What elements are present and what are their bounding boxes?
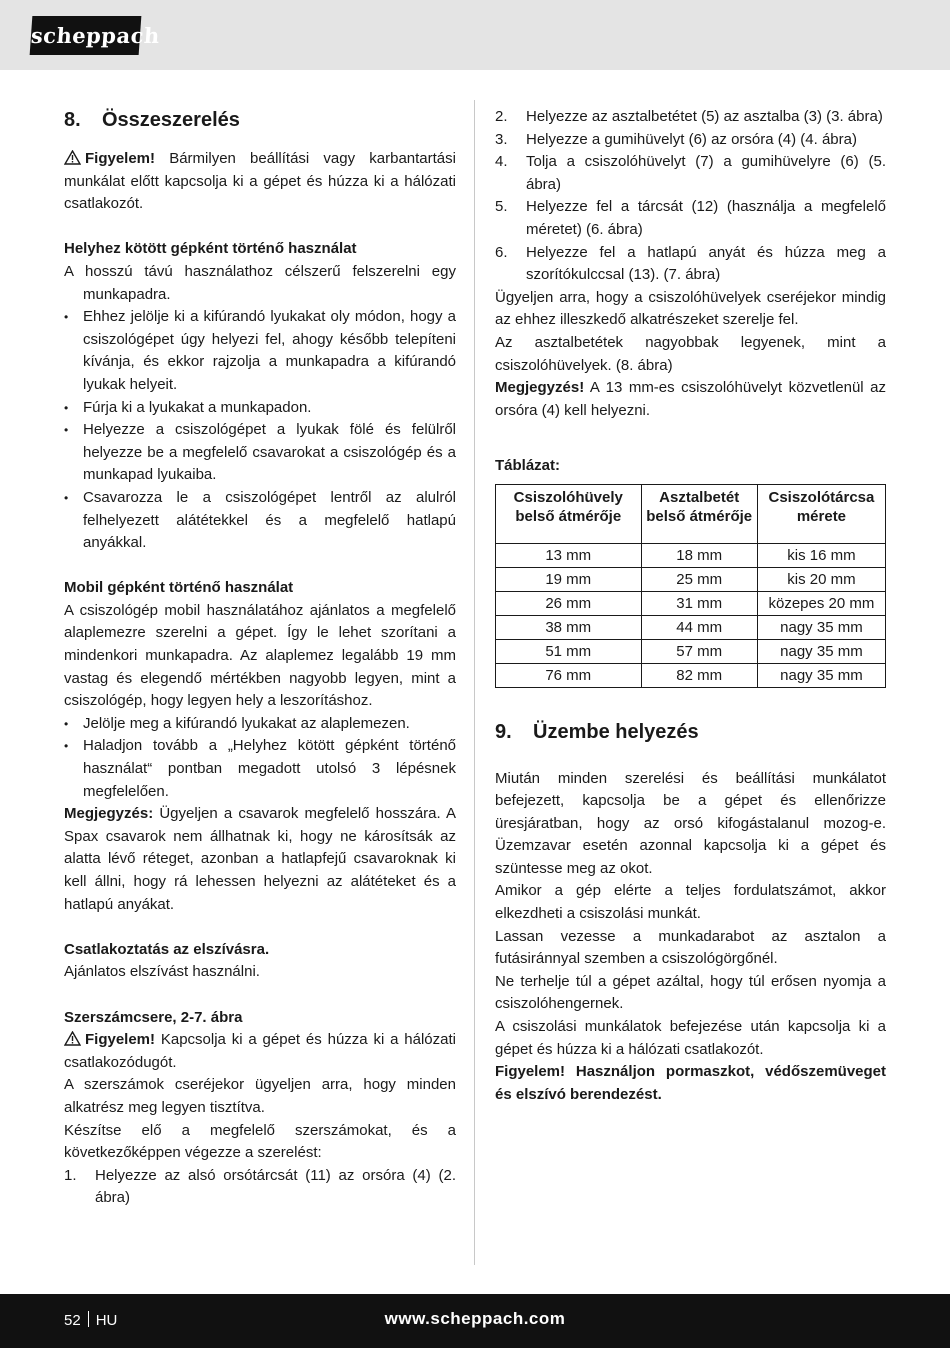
list-item: • Fúrja ki a lyukakat a munkapadon. — [64, 397, 456, 420]
list-item: • Helyezze a csiszológépet a lyukak fölé és felülről helyezze be a megfelelő csavarokat a csiszológép és a munkapad lyukaiba. — [64, 419, 456, 487]
section-9-heading: 9. Üzembe helyezés — [495, 720, 699, 743]
table-cell: nagy 35 mm — [757, 615, 885, 639]
left-column — [64, 106, 456, 1210]
table-cell: kis 20 mm — [757, 567, 885, 591]
table-cell: 25 mm — [641, 567, 757, 591]
steps-list-left — [64, 1165, 456, 1210]
table-header-cell: Asztalbetét belső átmérője — [641, 484, 757, 543]
startup-paragraph-2: Amikor a gép elérte a teljes fordulatszámot, akkor elkezdheti a csiszolási munkát. — [495, 882, 886, 923]
footer-bar — [0, 1294, 950, 1348]
size-table — [495, 484, 886, 688]
after-paragraph-2: Az asztalbetétek nagyobbak legyenek, mint a csiszolóhüvelyek. (8. ábra) — [495, 333, 886, 374]
table-header-cell: Csiszolóhüvely belső átmérője — [496, 484, 642, 543]
table-cell: nagy 35 mm — [757, 639, 885, 663]
header-bar — [0, 0, 950, 70]
mobile-use-text: A csiszológép mobil használatához ajánlatos a megfelelő alaplemezre szerelni a gépet. Így le lehet szorítani a mindenkori munkapadra. Az alaplemez legalább 19 mm vastag és elegendő mértékben nagyobb legyen, mint a csiszológép, hogy legyen hely a leszorításhoz. — [64, 601, 456, 710]
column-divider — [474, 100, 475, 1265]
after-note: Megjegyzés! A 13 mm-es csiszolóhüvelyt közvetlenül az orsóra (4) kell helyezni. — [495, 379, 886, 419]
scheppach-logo: scheppach — [30, 16, 142, 55]
table-header-cell: Csiszolótárcsa mérete — [757, 484, 885, 543]
list-item: • Ehhez jelölje ki a kifúrandó lyukakat oly módon, hogy a csiszológépet úgy helyezi fel, ahogy később telepíteni kívánja, és ekkor rajzolja a munkapadra a kifúrandó lyukak helyeit. — [64, 306, 456, 396]
table-cell: kis 16 mm — [757, 543, 885, 567]
startup-paragraph-3: Lassan vezesse a munkadarabot az asztalon a futásiránnyal szemben a csiszológörgőnél. — [495, 927, 886, 968]
tool-change-heading: Szerszámcsere, 2-7. ábra — [64, 1008, 243, 1026]
tool-warning-paragraph: Figyelem! Kapcsolja ki a gépet és húzza ki a hálózati csatlakozódugót. — [64, 1031, 456, 1071]
list-item: • Csavarozza le a csiszológépet lentről az alulról felhelyezett alátétekkel és a megfelelő hatlapú anyákkal. — [64, 487, 456, 555]
table-cell: 19 mm — [496, 567, 642, 591]
right-column — [495, 106, 886, 1106]
table-cell: 51 mm — [496, 639, 642, 663]
table-row — [496, 567, 886, 591]
after-paragraph-1: Ügyeljen arra, hogy a csiszolóhüvelyek cseréjekor mindig az ehhez illeszkedő alkatrészeket szerelje fel. — [495, 288, 886, 329]
steps-list-right — [495, 106, 886, 287]
table-header-row — [496, 484, 886, 543]
fixed-use-list — [64, 306, 456, 555]
table-cell: 26 mm — [496, 591, 642, 615]
table-cell: 44 mm — [641, 615, 757, 639]
list-item: 3. Helyezze a gumihüvelyt (6) az orsóra (4) (4. ábra) — [495, 130, 857, 148]
list-item: 6. Helyezze fel a hatlapú anyát és húzza meg a szorítókulccsal (13). (7. ábra) — [495, 243, 886, 284]
list-item: • Jelölje meg a kifúrandó lyukakat az alaplemezen. — [64, 713, 456, 736]
table-row — [496, 543, 886, 567]
website-url: www.scheppach.com — [384, 1309, 566, 1328]
tool-paragraph-1: A szerszámok cseréjekor ügyeljen arra, hogy minden alkatrész meg legyen tisztítva. — [64, 1076, 456, 1116]
table-cell: 38 mm — [496, 615, 642, 639]
table-row — [496, 663, 886, 687]
table-cell: 76 mm — [496, 663, 642, 687]
list-item: • Haladjon tovább a „Helyhez kötött gépként történő használat“ pontban megadott utolsó 3 lépésnek megfelelően. — [64, 735, 456, 803]
table-cell: közepes 20 mm — [757, 591, 885, 615]
mobile-use-heading: Mobil gépként történő használat — [64, 579, 294, 597]
startup-warning: Figyelem! Használjon pormaszkot, védőszemüveget és elszívó berendezést. — [495, 1063, 886, 1103]
table-row — [496, 615, 886, 639]
section-8-heading: 8. Összeszerelés — [64, 109, 240, 131]
mobile-use-list — [64, 713, 456, 803]
table-row — [496, 591, 886, 615]
warning-triangle-icon — [64, 1031, 81, 1046]
table-cell: 57 mm — [641, 639, 757, 663]
list-item: 5. Helyezze fel a tárcsát (12) (használja a megfelelő méretet) (6. ábra) — [495, 198, 886, 238]
page-number: 52 HU — [64, 1312, 118, 1329]
warning-paragraph: Figyelem! Bármilyen beállítási vagy karbantartási munkálat előtt kapcsolja ki a gépet és húzza ki a hálózati csatlakozót. — [64, 150, 456, 213]
table-cell: nagy 35 mm — [757, 663, 885, 687]
startup-paragraph-5: A csiszolási munkálatok befejezése után kapcsolja ki a gépet és húzza ki a hálózati csatlakozót. — [495, 1018, 886, 1058]
table-row — [496, 639, 886, 663]
tool-paragraph-2: Készítse elő a megfelelő szerszámokat, és a következőképpen végezze a szerelést: — [64, 1121, 456, 1162]
extraction-text: Ajánlatos elszívást használni. — [64, 963, 260, 981]
startup-paragraph-1: Miután minden szerelési és beállítási munkálatot befejezett, kapcsolja be a gépet és ellenőrizze üresjáratban, hogy az orsó kifogástalanul mozog-e. Üzemzavar esetén azonnal kapcsolja ki a gépet és szüntesse meg az okot. — [495, 769, 886, 877]
list-item: 2. Helyezze az asztalbetétet (5) az asztalba (3) (3. ábra) — [495, 108, 883, 125]
note-paragraph: Megjegyzés: Ügyeljen a csavarok megfelelő hosszára. A Spax csavarok nem állhatnak ki, hogy ne károsítsák az alatta lévő réteget, azonban a hatlapfejű csavaroknak ki kell állni, hogy rá lehessen helyezni az alátéteket és a hatlapú anyákat. — [64, 805, 456, 913]
table-cell: 18 mm — [641, 543, 757, 567]
startup-paragraph-4: Ne terhelje túl a gépet azáltal, hogy túl erősen nyomja a csiszolóhengernek. — [495, 972, 886, 1013]
table-label: Táblázat: — [495, 456, 561, 474]
table-cell: 82 mm — [641, 663, 757, 687]
warning-triangle-icon — [64, 150, 81, 165]
list-item: 4. Tolja a csiszolóhüvelyt (7) a gumihüvelyre (6) (5. ábra) — [495, 153, 886, 193]
table-cell: 31 mm — [641, 591, 757, 615]
table-cell: 13 mm — [496, 543, 642, 567]
extraction-heading: Csatlakoztatás az elszívásra. — [64, 940, 270, 958]
fixed-use-heading: Helyhez kötött gépként történő használat — [64, 240, 357, 258]
fixed-use-intro: A hosszú távú használathoz célszerű felszerelni egy munkapadra. — [64, 262, 456, 303]
list-item: 1. Helyezze az alsó orsótárcsát (11) az orsóra (4) (2. ábra) — [64, 1166, 456, 1207]
